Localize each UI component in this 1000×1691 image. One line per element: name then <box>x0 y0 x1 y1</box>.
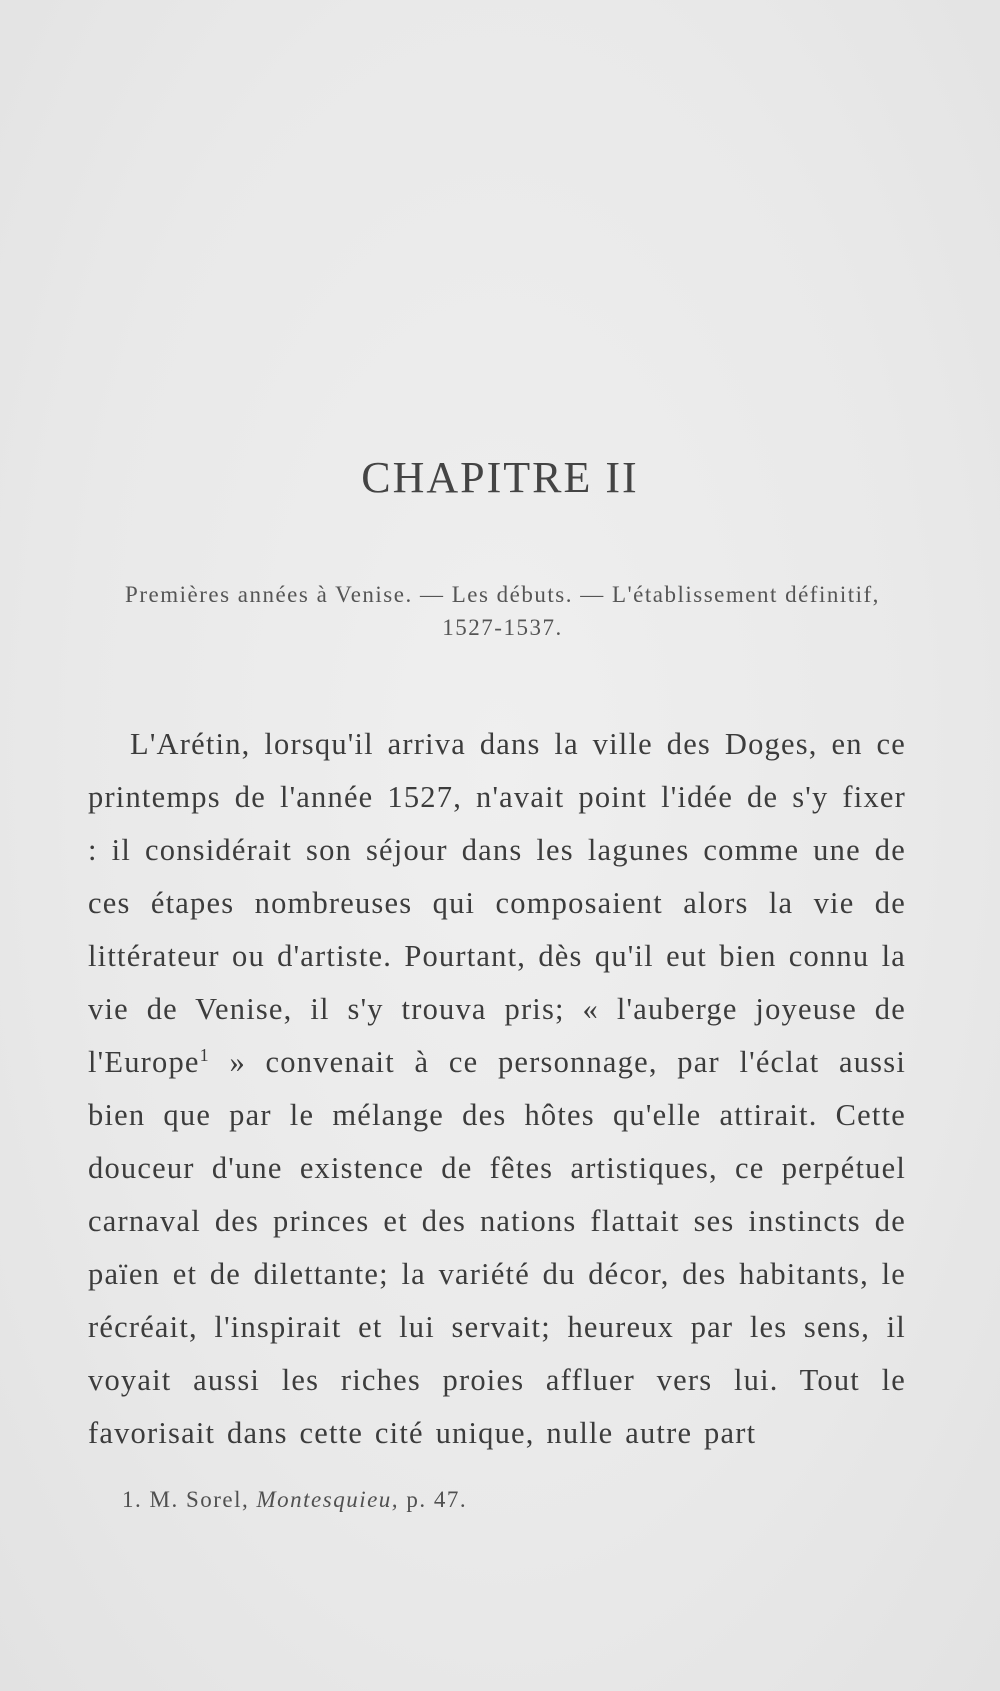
footnote-number: 1. <box>122 1487 143 1512</box>
footnote-reference: 1 <box>199 1044 210 1065</box>
footnote-page: p. 47. <box>406 1487 468 1512</box>
body-paragraph <box>88 718 906 1460</box>
footnote-author: M. Sorel, <box>149 1487 250 1512</box>
footnote <box>122 1487 902 1513</box>
body-text-after-note: » convenait à ce personnage, par l'éclat aussi bien que par le mélange des hôtes qu'elle attirait. Cette douceur d'une existence de fêtes artistiques, ce perpétuel carnaval des princes et des nations flattait ses instincts de païen et de dilettante; la variété du décor, des habitants, le récréait, l'inspirait et lui servait; heureux par les sens, il voyait aussi les riches proies affluer vers lui. Tout le favorisait dans cette cité unique, nulle autre part <box>88 1045 906 1450</box>
footnote-work-title: Montesquieu, <box>256 1487 400 1512</box>
chapter-title: CHAPITRE II <box>361 453 639 502</box>
body-text-before-note: L'Arétin, lorsqu'il arriva dans la ville des Doges, en ce printemps de l'année 1527, n'avait point l'idée de s'y fixer : il considérait son séjour dans les lagunes comme une de ces étapes nombreuses qui composaient alors la vie de littérateur ou d'artiste. Pourtant, dès qu'il eut bien connu la vie de Venise, il s'y trouva pris; « l'auberge joyeuse de l'Europe <box>88 727 906 1079</box>
chapter-summary: Premières années à Venise. — Les débuts. — L'établissement définitif, 1527-1537. <box>125 582 880 640</box>
